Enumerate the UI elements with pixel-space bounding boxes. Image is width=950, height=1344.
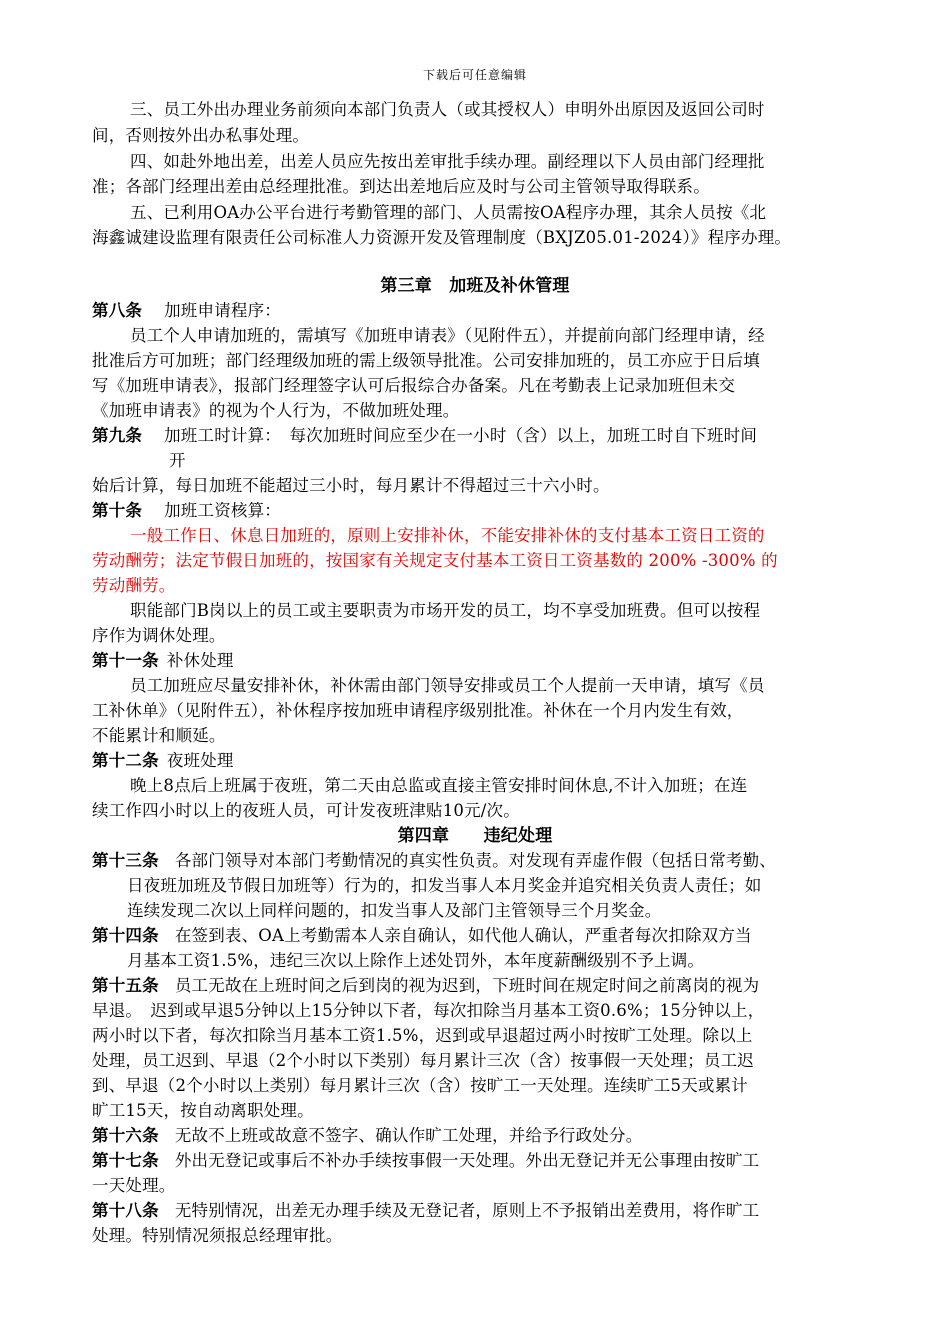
article-text: 在签到表、OA上考勤需本人亲自确认，如代他人确认，严重者每次扣除双方当 bbox=[174, 926, 752, 945]
article-number: 第十七条 bbox=[92, 1151, 159, 1170]
paragraph-line: 不能累计和顺延。 bbox=[92, 726, 226, 745]
paragraph-line: 间，否则按外出办私事处理。 bbox=[92, 126, 310, 145]
article-number: 第十条 bbox=[92, 501, 143, 520]
paragraph-line: 海鑫诚建设监理有限责任公司标准人力资源开发及管理制度（BXJZ05.01-2024）》程序办理。 bbox=[92, 228, 792, 247]
highlighted-line: 劳动酬劳。 bbox=[92, 576, 176, 595]
article-14 bbox=[92, 925, 872, 947]
article-text: 各部门领导对本部门考勤情况的真实性负责。对发现有弄虚作假（包括日常考勤、 bbox=[174, 851, 777, 870]
paragraph-line: 连续发现二次以上同样问题的，扣发当事人及部门主管领导三个月奖金。 bbox=[127, 901, 662, 920]
paragraph-line: 《加班申请表》的视为个人行为，不做加班处理。 bbox=[92, 401, 460, 420]
paragraph-line: 一天处理。 bbox=[92, 1176, 176, 1195]
article-9 bbox=[92, 425, 872, 447]
article-text: 加班工时计算： 每次加班时间应至少在一小时（含）以上，加班工时自下班时间 bbox=[164, 426, 758, 445]
article-number: 第八条 bbox=[92, 301, 143, 320]
highlighted-line: 劳动酬劳；法定节假日加班的，按国家有关规定支付基本工资日工资基数的 200% -300% 的 bbox=[92, 551, 778, 570]
paragraph-line: 续工作四小时以上的夜班人员，可计发夜班津贴10元/次。 bbox=[92, 801, 520, 820]
paragraph-line: 日夜班加班及节假日加班等）行为的，扣发当事人本月奖金并追究相关负责人责任；如 bbox=[127, 876, 762, 895]
paragraph-line: 两小时以下者，每次扣除当月基本工资1.5%，迟到或早退超过两小时按旷工处理。除以上 bbox=[92, 1026, 753, 1045]
article-title: 夜班处理 bbox=[166, 751, 234, 770]
article-title: 补休处理 bbox=[166, 651, 234, 670]
article-text: 外出无登记或事后不补办手续按事假一天处理。外出无登记并无公事理由按旷工 bbox=[174, 1151, 760, 1170]
article-8 bbox=[92, 300, 872, 322]
article-15 bbox=[92, 975, 872, 997]
paragraph-line: 员工个人申请加班的，需填写《加班申请表》（见附件五），并提前向部门经理申请，经 bbox=[130, 326, 765, 345]
paragraph-line: 四、如赴外地出差，出差人员应先按出差审批手续办理。副经理以下人员由部门经理批 bbox=[130, 152, 765, 171]
paragraph-line: 工补休单》（见附件五），补休程序按加班申请程序级别批准。补休在一个月内发生有效， bbox=[92, 701, 744, 720]
paragraph-line: 始后计算，每日加班不能超过三小时，每月累计不得超过三十六小时。 bbox=[92, 476, 610, 495]
article-17 bbox=[92, 1150, 872, 1172]
paragraph-line: 批准后方可加班；部门经理级加班的需上级领导批准。公司安排加班的，员工亦应于日后填 bbox=[92, 351, 760, 370]
article-title: 加班申请程序： bbox=[164, 301, 282, 320]
paragraph-line: 五、已利用OA办公平台进行考勤管理的部门、人员需按OA程序办理，其余人员按《北 bbox=[130, 203, 767, 222]
article-text: 员工无故在上班时间之后到岗的视为迟到，下班时间在规定时间之前离岗的视为 bbox=[174, 976, 760, 995]
article-number: 第十八条 bbox=[92, 1201, 159, 1220]
article-text: 无特别情况，出差无办理手续及无登记者，原则上不予报销出差费用，将作旷工 bbox=[174, 1201, 760, 1220]
article-12 bbox=[92, 750, 872, 772]
article-number: 第十一条 bbox=[92, 651, 159, 670]
article-13 bbox=[92, 850, 872, 872]
chapter-3-heading: 第三章 加班及补休管理 bbox=[380, 276, 570, 296]
paragraph-line: 晚上8点后上班属于夜班，第二天由总监或直接主管安排时间休息,不计入加班；在连 bbox=[130, 776, 748, 795]
paragraph-line: 月基本工资1.5%，违纪三次以上除作上述处罚外，本年度薪酬级别不予上调。 bbox=[127, 951, 705, 970]
paragraph-line: 处理，员工迟到、早退（2个小时以下类别）每月累计三次（含）按事假一天处理；员工迟 bbox=[92, 1051, 754, 1070]
article-text: 无故不上班或故意不签字、确认作旷工处理，并给予行政处分。 bbox=[174, 1126, 643, 1145]
article-18 bbox=[92, 1200, 872, 1222]
paragraph-line: 准；各部门经理出差由总经理批准。到达出差地后应及时与公司主管领导取得联系。 bbox=[92, 177, 710, 196]
article-title: 加班工资核算： bbox=[164, 501, 282, 520]
article-number: 第十五条 bbox=[92, 976, 159, 995]
paragraph-line: 早退。 迟到或早退5分钟以上15分钟以下者，每次扣除当月基本工资0.6%；15分钟以上， bbox=[92, 1001, 765, 1020]
article-16 bbox=[92, 1125, 872, 1147]
article-10 bbox=[92, 500, 872, 522]
article-number: 第十二条 bbox=[92, 751, 159, 770]
paragraph-line: 处理。特别情况须报总经理审批。 bbox=[92, 1226, 343, 1245]
paragraph-line: 旷工15天，按自动离职处理。 bbox=[92, 1101, 314, 1120]
page-header: 下载后可任意编辑 bbox=[422, 68, 527, 82]
chapter-4-heading: 第四章 违纪处理 bbox=[397, 826, 553, 846]
paragraph-line: 开 bbox=[169, 451, 186, 470]
paragraph-line: 序作为调休处理。 bbox=[92, 626, 226, 645]
article-number: 第十六条 bbox=[92, 1126, 159, 1145]
paragraph-line: 到、早退（2个小时以上类别）每月累计三次（含）按旷工一天处理。连续旷工5天或累计 bbox=[92, 1076, 748, 1095]
paragraph-line: 职能部门B岗以上的员工或主要职责为市场开发的员工，均不享受加班费。但可以按程 bbox=[130, 601, 761, 620]
article-11 bbox=[92, 650, 872, 672]
paragraph-line: 三、员工外出办理业务前须向本部门负责人（或其授权人）申明外出原因及返回公司时 bbox=[130, 100, 765, 119]
highlighted-line: 一般工作日、休息日加班的，原则上安排补休，不能安排补休的支付基本工资日工资的 bbox=[130, 526, 765, 545]
paragraph-line: 写《加班申请表》，报部门经理签字认可后报综合办备案。凡在考勤表上记录加班但未交 bbox=[92, 376, 736, 395]
paragraph-line: 员工加班应尽量安排补休，补休需由部门领导安排或员工个人提前一天申请，填写《员 bbox=[130, 676, 765, 695]
article-number: 第十四条 bbox=[92, 926, 159, 945]
article-number: 第九条 bbox=[92, 426, 143, 445]
article-number: 第十三条 bbox=[92, 851, 159, 870]
